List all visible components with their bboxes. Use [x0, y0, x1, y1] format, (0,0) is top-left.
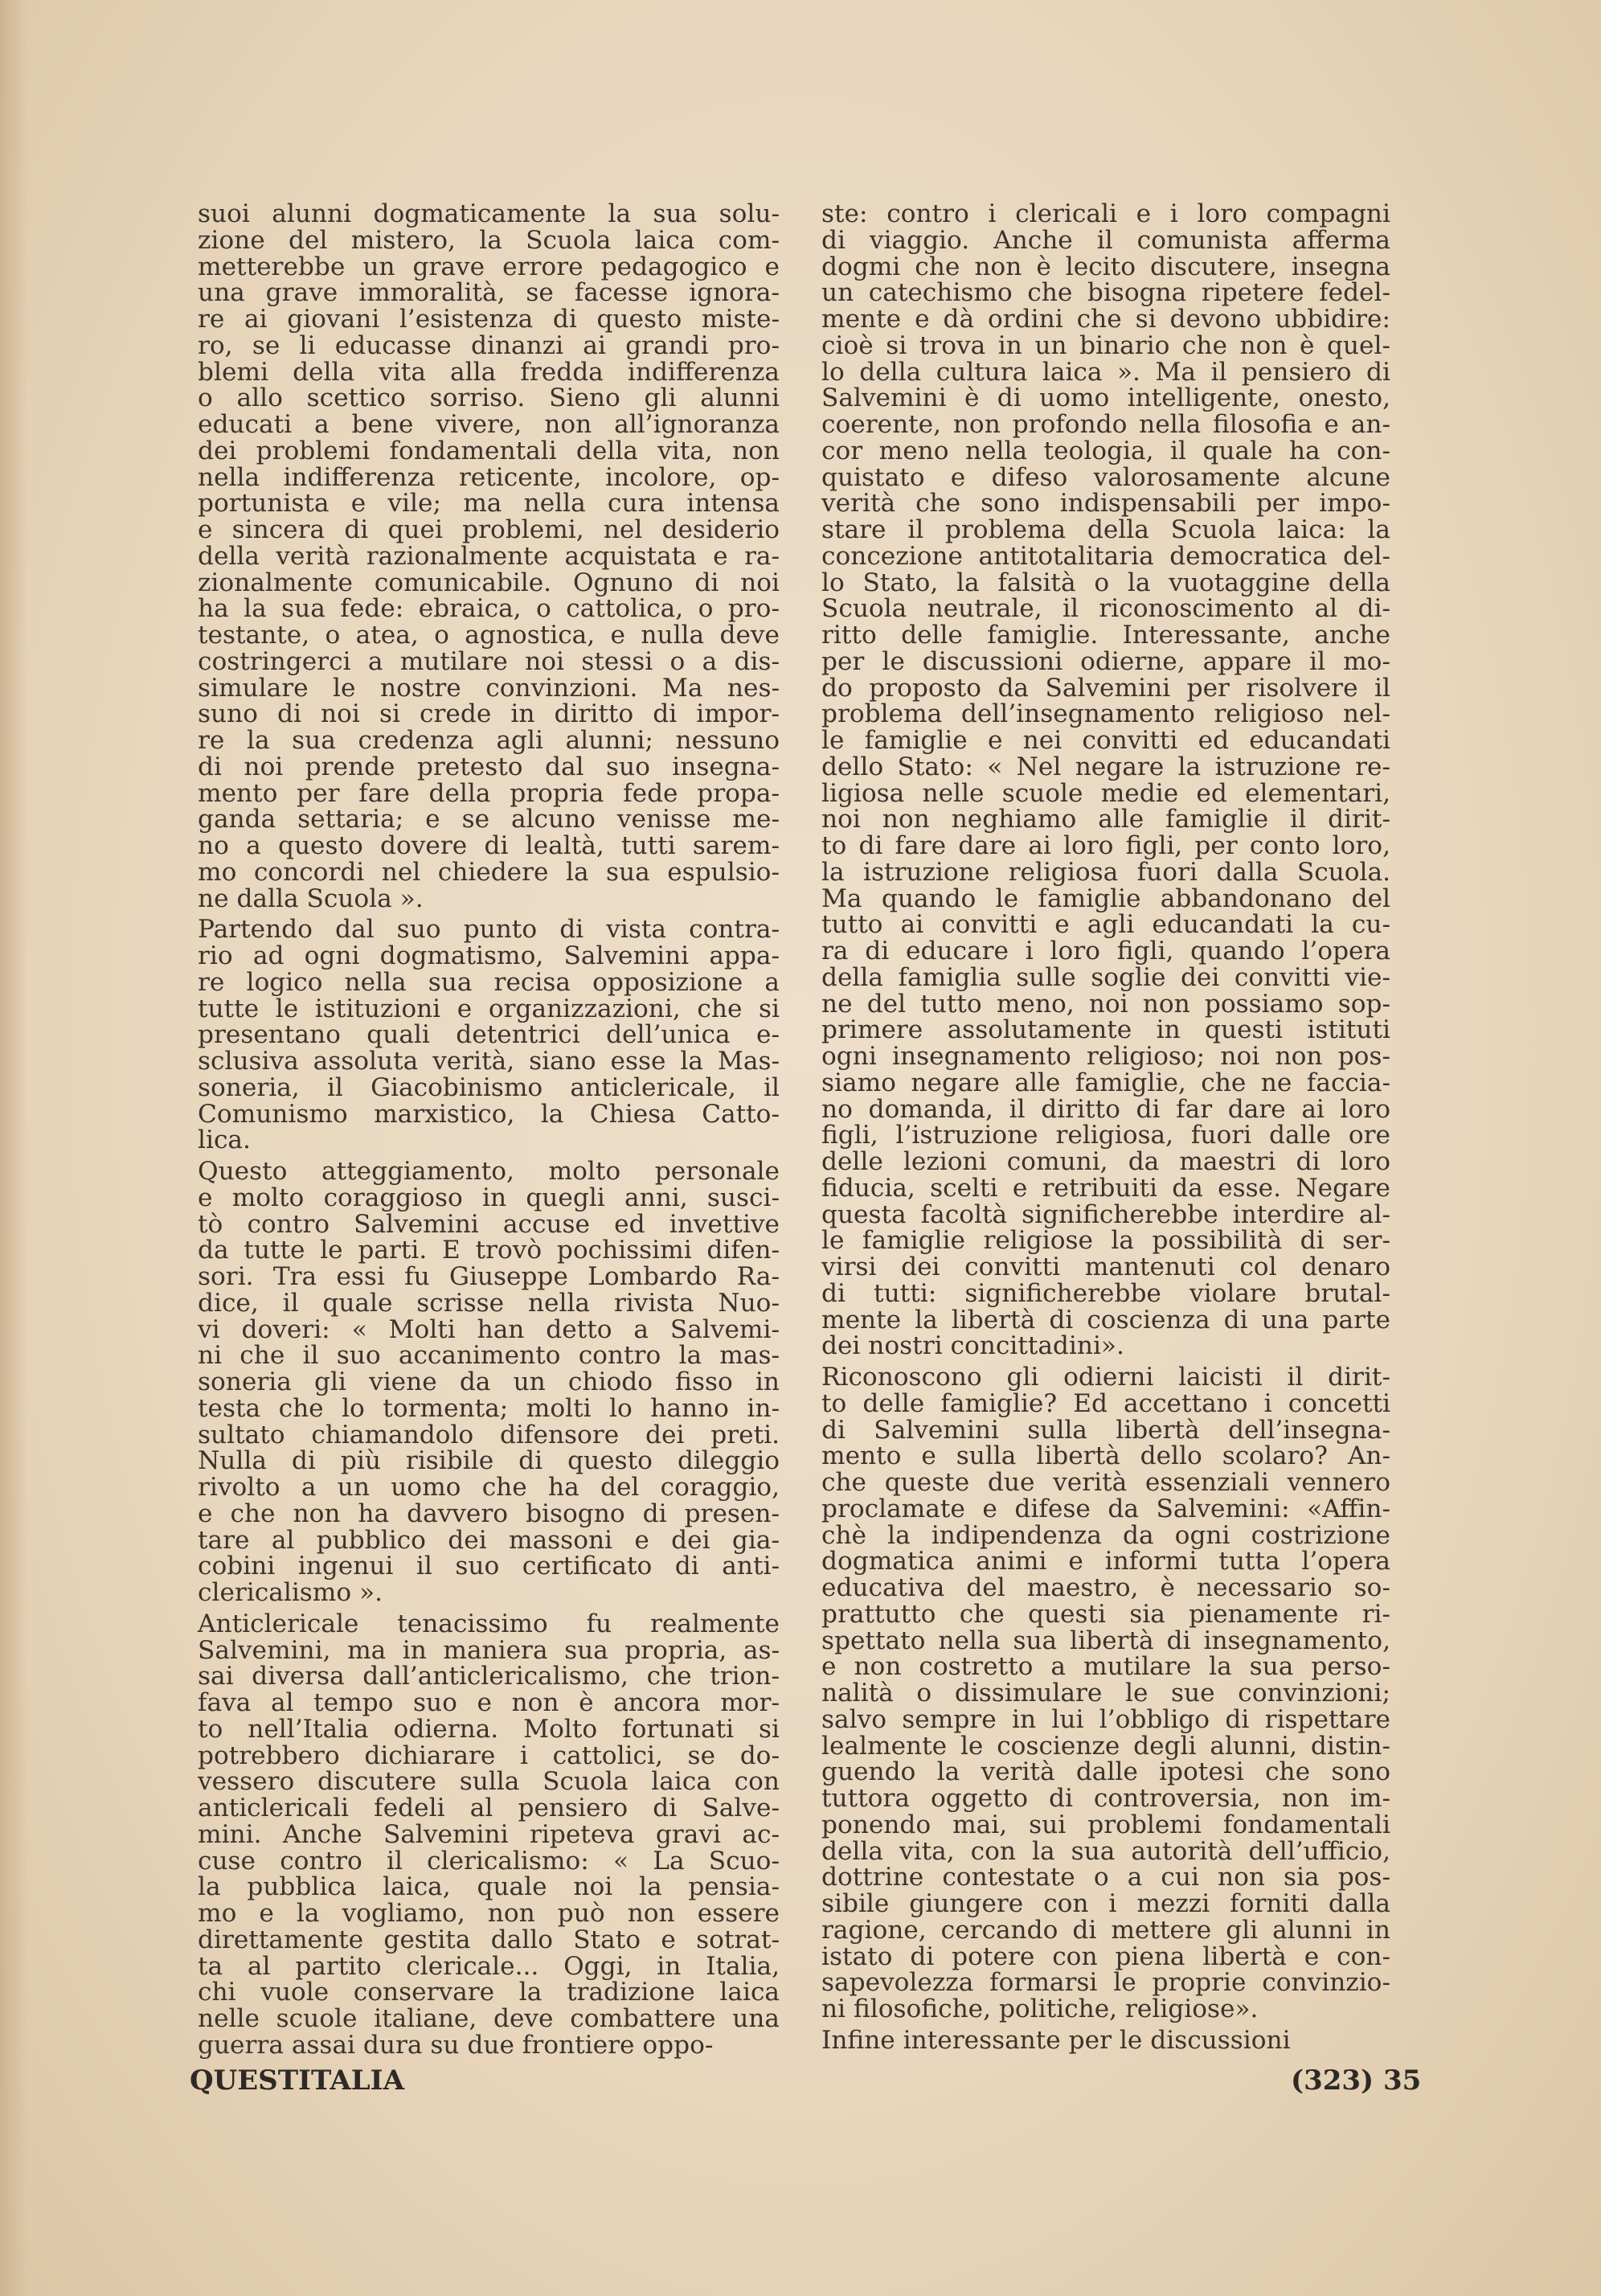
text-line: re la sua credenza agli alunni; nessuno: [198, 726, 780, 755]
text-line: direttamente gestita dallo Stato e sotrat-: [198, 1925, 780, 1954]
text-line: Ma quando le famiglie abbandonano del: [821, 884, 1390, 913]
text-line: una grave immoralità, se facesse ignora-: [198, 278, 780, 308]
text-line: vessero discutere sulla Scuola laica con: [198, 1767, 780, 1797]
text-line: Salvemini, ma in maniera sua propria, as-: [198, 1635, 780, 1665]
text-line: dogmi che non è lecito discutere, insegna: [821, 252, 1390, 281]
text-line: noi non neghiamo alle famiglie il dirit-: [821, 805, 1390, 834]
text-line: quistato e difeso valorosamente alcune: [821, 462, 1390, 492]
text-line: virsi dei convitti mantenuti col denaro: [821, 1253, 1390, 1281]
text-line: fava al tempo suo e non è ancora mor-: [198, 1688, 780, 1717]
text-line: chi vuole conservare la tradizione laica: [198, 1978, 780, 2007]
text-line: da tutte le parti. E trovò pochissimi difen-: [198, 1236, 780, 1265]
text-line: simulare le nostre convinzioni. Ma nes-: [198, 673, 780, 703]
text-line: che queste due verità essenziali vennero: [821, 1468, 1390, 1497]
text-line: lica.: [198, 1125, 251, 1155]
text-line: mente e dà ordini che si devono ubbidire:: [821, 305, 1390, 334]
text-line: concezione antitotalitaria democratica del-: [821, 541, 1390, 571]
text-line: soneria, il Giacobinismo anticlericale, il: [198, 1072, 780, 1102]
text-line: soneria gli viene da un chiodo fisso in: [198, 1367, 780, 1396]
text-line: di viaggio. Anche il comunista afferma: [821, 225, 1390, 255]
text-line: suno di noi si crede in diritto di impor-: [198, 699, 780, 729]
text-line: dice, il quale scrisse nella rivista Nuo-: [198, 1288, 780, 1318]
text-line: re ai giovani l’esistenza di questo miste-: [198, 305, 780, 334]
text-line: no domanda, il diritto di far dare ai loro: [821, 1094, 1390, 1124]
text-line: problema dell’insegnamento religioso nel-: [821, 699, 1390, 729]
text-line: mente la libertà di coscienza di una parte: [821, 1305, 1390, 1335]
text-line: mento e sulla libertà dello scolaro? An-: [821, 1441, 1390, 1471]
text-line: tò contro Salvemini accuse ed invettive: [198, 1209, 780, 1239]
paragraph: [198, 201, 780, 912]
text-line: suoi alunni dogmaticamente la sua solu-: [198, 199, 780, 228]
text-line: ne del tutto meno, noi non possiamo sop-: [821, 989, 1390, 1019]
text-line: ste: contro i clericali e i loro compagni: [821, 199, 1390, 228]
text-line: lo Stato, la falsità o la vuotaggine della: [821, 568, 1390, 597]
text-line: lealmente le coscienze degli alunni, distin-: [821, 1731, 1390, 1761]
text-line: zione del mistero, la Scuola laica com-: [198, 225, 780, 255]
text-line: della famiglia sulle soglie dei convitti vie-: [821, 962, 1390, 992]
text-line: la pubblica laica, quale noi la pensia-: [198, 1872, 780, 1902]
text-line: siamo negare alle famiglie, che ne faccia-: [821, 1068, 1390, 1097]
paragraph: [821, 1364, 1390, 2023]
text-line: ragione, cercando di mettere gli alunni in: [821, 1915, 1390, 1945]
paragraph: [198, 1611, 780, 2059]
text-line: la istruzione religiosa fuori dalla Scuola.: [821, 857, 1390, 887]
text-line: dogmatica animi e informi tutta l’opera: [821, 1547, 1390, 1576]
paragraph: [198, 1158, 780, 1606]
text-line: cioè si trova in un binario che non è quel-: [821, 330, 1390, 360]
text-line: mini. Anche Salvemini ripeteva gravi ac-: [198, 1819, 780, 1849]
text-line: ro, se li educasse dinanzi ai grandi pro-: [198, 330, 780, 360]
text-line: Comunismo marxistico, la Chiesa Catto-: [198, 1099, 780, 1129]
text-line: ni che il suo accanimento contro la mas-: [198, 1341, 780, 1371]
text-line: mo concordi nel chiedere la sua espulsio-: [198, 857, 780, 887]
text-line: figli, l’istruzione religiosa, fuori dalle ore: [821, 1121, 1390, 1150]
text-line: sapevolezza formarsi le proprie convinzio-: [821, 1968, 1390, 1998]
text-line: tuttora oggetto di controversia, non im-: [821, 1784, 1390, 1813]
right-column: [821, 201, 1390, 2059]
text-line: Nulla di più risibile di questo dileggio: [198, 1446, 780, 1476]
text-line: testa che lo tormenta; molti lo hanno in-: [198, 1393, 780, 1423]
text-line: prattutto che questi sia pienamente ri-: [821, 1599, 1390, 1629]
left-column: [198, 201, 780, 2064]
text-line: mo e la vogliamo, non può non essere: [198, 1899, 780, 1928]
text-line: proclamate e difese da Salvemini: «Affin-: [821, 1494, 1390, 1523]
text-line: Infine interessante per le discussioni: [821, 2025, 1291, 2055]
text-line: mento per fare della propria fede propa-: [198, 778, 780, 808]
text-line: e sincera di quei problemi, nel desiderio: [198, 515, 780, 544]
text-line: rio ad ogni dogmatismo, Salvemini appa-: [198, 941, 780, 970]
text-line: di tutti: significherebbe violare brutal-: [821, 1278, 1390, 1308]
text-line: coerente, non profondo nella filosofia e an-: [821, 410, 1390, 439]
text-line: Riconoscono gli odierni laicisti il dirit-: [821, 1363, 1390, 1392]
text-line: sai diversa dall’anticlericalismo, che trion-: [198, 1662, 780, 1691]
text-line: sori. Tra essi fu Giuseppe Lombardo Ra-: [198, 1262, 780, 1291]
text-line: dello Stato: « Nel negare la istruzione re-: [821, 752, 1390, 781]
text-line: o allo scettico sorriso. Sieno gli alunni: [198, 383, 780, 413]
text-line: testante, o atea, o agnostica, e nulla deve: [198, 621, 780, 650]
text-line: salvo sempre in lui l’obbligo di rispettare: [821, 1704, 1390, 1734]
text-line: vi doveri: « Molti han detto a Salvemi-: [198, 1314, 780, 1344]
text-line: presentano quali detentrici dell’unica e-: [198, 1020, 780, 1050]
text-line: costringerci a mutilare noi stessi o a dis-: [198, 646, 780, 676]
text-line: stare il problema della Scuola laica: la: [821, 515, 1390, 544]
text-line: to nell’Italia odierna. Molto fortunati si: [198, 1714, 780, 1744]
text-line: chè la indipendenza da ogni costrizione: [821, 1520, 1390, 1550]
text-line: anticlericali fedeli al pensiero di Salve-: [198, 1794, 780, 1822]
text-line: Partendo dal suo punto di vista contra-: [198, 915, 780, 945]
text-line: to delle famiglie? Ed accettano i concetti: [821, 1388, 1390, 1418]
page-number: (323) 35: [1291, 2064, 1422, 2097]
text-line: sultato chiamandolo difensore dei preti.: [198, 1420, 780, 1449]
text-line: Salvemini è di uomo intelligente, onesto,: [821, 383, 1390, 413]
text-line: blemi della vita alla fredda indifferenza: [198, 357, 780, 387]
text-line: primere assolutamente in questi istituti: [821, 1015, 1390, 1045]
text-line: nella indifferenza reticente, incolore, op-: [198, 462, 780, 492]
text-line: Questo atteggiamento, molto personale: [198, 1157, 780, 1186]
text-line: nalità o dissimulare le sue convinzioni;: [821, 1679, 1390, 1708]
paragraph: [198, 916, 780, 1154]
text-line: ganda settaria; e se alcuno venisse me-: [198, 805, 780, 834]
text-line: della verità razionalmente acquistata e ra-: [198, 541, 780, 571]
paragraph: [821, 2027, 1390, 2054]
text-line: per le discussioni odierne, appare il mo-: [821, 646, 1390, 676]
article-columns: [0, 199, 1601, 2060]
text-line: e che non ha davvero bisogno di presen-: [198, 1499, 780, 1528]
text-line: do proposto da Salvemini per risolvere il: [821, 673, 1390, 703]
text-line: le famiglie e nei convitti ed educandati: [821, 726, 1390, 755]
text-line: clericalismo ».: [198, 1578, 383, 1607]
text-line: delle lezioni comuni, da maestri di loro: [821, 1147, 1390, 1176]
text-line: ha la sua fede: ebraica, o cattolica, o pro-: [198, 594, 780, 624]
text-line: nelle scuole italiane, deve combattere una: [198, 2004, 780, 2033]
text-line: ogni insegnamento religioso; noi non pos-: [821, 1042, 1390, 1071]
text-line: le famiglie religiose la possibilità di ser-: [821, 1226, 1390, 1256]
text-line: cobini ingenui il suo certificato di anti-: [198, 1552, 780, 1581]
text-line: zionalmente comunicabile. Ognuno di noi: [198, 568, 780, 597]
text-line: istato di potere con piena libertà e con-: [821, 1941, 1390, 1971]
text-line: verità che sono indispensabili per impo-: [821, 489, 1390, 519]
text-line: to di fare dare ai loro figli, per conto loro,: [821, 831, 1390, 860]
text-line: fiducia, scelti e retribuiti da esse. Negare: [821, 1173, 1390, 1203]
text-line: un catechismo che bisogna ripetere fedel-: [821, 278, 1390, 308]
text-line: ne dalla Scuola ».: [198, 884, 424, 913]
text-line: no a questo dovere di lealtà, tutti sarem-: [198, 831, 780, 860]
text-line: questa facoltà significherebbe interdire al-: [821, 1199, 1390, 1229]
text-line: ni filosofiche, politiche, religiose».: [821, 1995, 1259, 2023]
text-line: tutte le istituzioni e organizzazioni, che si: [198, 994, 780, 1023]
text-line: dei nostri concittadini».: [821, 1331, 1124, 1361]
text-line: sclusiva assoluta verità, siano esse la Mas-: [198, 1047, 780, 1076]
text-line: educati a bene vivere, non all’ignoranza: [198, 410, 780, 439]
text-line: ligiosa nelle scuole medie ed elementari,: [821, 778, 1390, 808]
text-line: della vita, con la sua autorità dell’ufficio,: [821, 1836, 1390, 1866]
text-line: portunista e vile; ma nella cura intensa: [198, 489, 780, 519]
text-line: educativa del maestro, è necessario so-: [821, 1573, 1390, 1602]
text-line: ta al partito clericale... Oggi, in Italia,: [198, 1951, 780, 1981]
text-line: potrebbero dichiarare i cattolici, se do-: [198, 1740, 780, 1770]
text-line: tutto ai convitti e agli educandati la cu-: [821, 910, 1390, 940]
text-line: di noi prende pretesto dal suo insegna-: [198, 752, 780, 781]
text-line: Anticlericale tenacissimo fu realmente: [198, 1609, 780, 1638]
text-line: lo della cultura laica ». Ma il pensiero di: [821, 357, 1390, 387]
text-line: tare al pubblico dei massoni e dei gia-: [198, 1525, 780, 1555]
text-line: spettato nella sua libertà di insegnamento,: [821, 1626, 1390, 1655]
publication-name: QUESTITALIA: [190, 2064, 404, 2097]
text-line: Scuola neutrale, il riconoscimento al di-: [821, 594, 1390, 624]
text-line: sibile giungere con i mezzi forniti dalla: [821, 1889, 1390, 1918]
text-line: dottrine contestate o a cui non sia pos-: [821, 1863, 1390, 1892]
paragraph: [821, 201, 1390, 1359]
text-line: guendo la verità dalle ipotesi che sono: [821, 1757, 1390, 1787]
text-line: cor meno nella teologia, il quale ha con-: [821, 436, 1390, 465]
text-line: ponendo mai, sui problemi fondamentali: [821, 1810, 1390, 1839]
text-line: e molto coraggioso in quegli anni, susci-: [198, 1183, 780, 1212]
text-line: guerra assai dura su due frontiere oppo-: [198, 2030, 714, 2060]
text-line: dei problemi fondamentali della vita, non: [198, 436, 780, 465]
text-line: re logico nella sua recisa opposizione a: [198, 967, 780, 997]
text-line: cuse contro il clericalismo: « La Scuo-: [198, 1846, 780, 1876]
text-line: rivolto a un uomo che ha del coraggio,: [198, 1473, 780, 1502]
text-line: ra di educare i loro figli, quando l’opera: [821, 937, 1390, 966]
text-line: metterebbe un grave errore pedagogico e: [198, 252, 780, 281]
text-line: ritto delle famiglie. Interessante, anche: [821, 621, 1390, 650]
text-line: e non costretto a mutilare la sua perso-: [821, 1652, 1390, 1682]
text-line: di Salvemini sulla libertà dell’insegna-: [821, 1415, 1390, 1445]
